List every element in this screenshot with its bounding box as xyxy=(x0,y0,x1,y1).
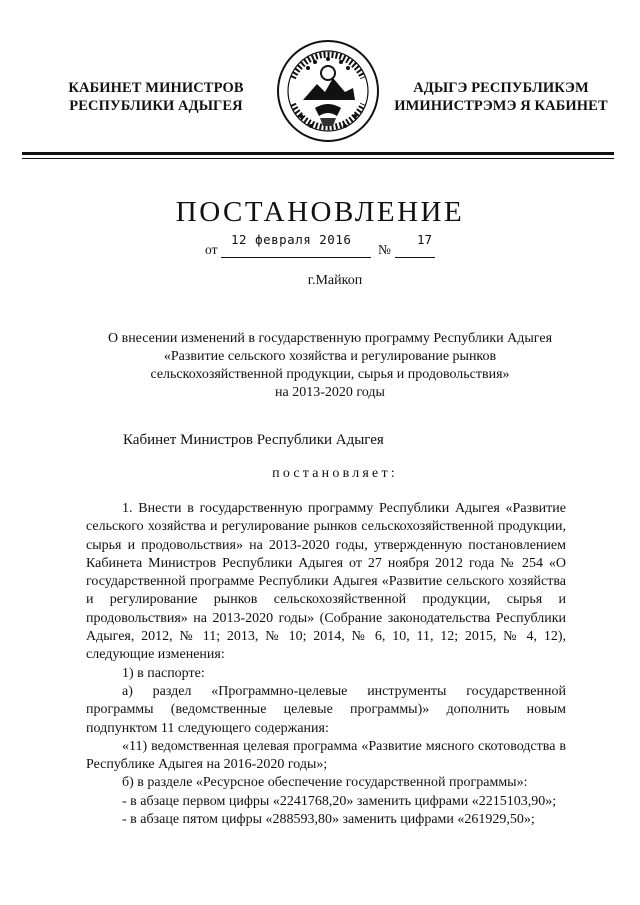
issuer-name-russian-line1: КАБИНЕТ МИНИСТРОВ xyxy=(68,80,244,96)
date-and-number-line xyxy=(205,232,445,262)
document-subject xyxy=(60,330,600,402)
issuer-name-adyghe-line1: АДЫГЭ РЕСПУБЛИКЭМ xyxy=(413,80,589,96)
document-title: ПОСТАНОВЛЕНИЕ xyxy=(175,196,465,228)
subject-line: на 2013-2020 годы xyxy=(275,385,385,400)
issuer-name-russian-line2: РЕСПУБЛИКИ АДЫГЕЯ xyxy=(69,98,243,114)
document-date: 12 февраля 2016 xyxy=(231,232,352,247)
issuer-name-adyghe-line2: ИМИНИСТРЭМЭ Я КАБИНЕТ xyxy=(394,98,608,114)
city-name: г.Майкоп xyxy=(307,273,363,288)
issuing-body: Кабинет Министров Республики Адыгея xyxy=(123,432,384,448)
issuer-name-adyghe xyxy=(385,79,617,115)
subject-line: «Развитие сельского хозяйства и регулирование рынков xyxy=(163,349,497,364)
body-paragraph: б) в разделе «Ресурсное обеспечение государственной программы»: xyxy=(122,775,528,791)
body-paragraph: 1) в паспорте: xyxy=(122,665,205,681)
header-divider-thick xyxy=(22,152,614,155)
header-divider-thin xyxy=(22,158,614,159)
coat-of-arms-emblem-icon xyxy=(275,38,381,144)
number-underline xyxy=(395,257,435,258)
issuer-name-russian xyxy=(60,79,252,115)
date-underline xyxy=(221,257,371,258)
body-paragraph: «11) ведомственная целевая программа «Развитие мясного скотоводства в Республике Адыгея на 2016-2020 годы»; xyxy=(86,738,566,773)
date-from-label: от xyxy=(205,242,218,257)
subject-line: О внесении изменений в государственную программу Республики Адыгея xyxy=(107,331,553,346)
number-label: № xyxy=(378,242,391,257)
body-paragraph: а) раздел «Программно-целевые инструменты государственной программы (ведомственные целевые программы)» дополнить новым подпунктом 11 следующего содержания: xyxy=(86,683,566,736)
body-paragraph: - в абзаце пятом цифры «288593,80» заменить цифрами «261929,50»; xyxy=(122,812,535,828)
document-body xyxy=(86,500,566,829)
body-paragraph: - в абзаце первом цифры «2241768,20» заменить цифрами «2215103,90»; xyxy=(122,793,557,809)
body-paragraph: 1. Внести в государственную программу Республики Адыгея «Развитие сельского хозяйства и регулирование рынков сельскохозяйственной продукции, сырья и продовольствия» на 2013-2020 годы, утвержденную постановлением Кабинета Министров Республики Адыгея от 27 ноября 2012 года № 254 «О государственной программе Республики Адыгея «Развитие сельского хозяйства и регулирование рынков сельскохозяйственной продукции, сырья и продовольствия» на 2013-2020 годы» (Собрание законодательства Республики Адыгея, 2012, № 11; 2013, № 10; 2014, № 6, 10, 11, 12; 2015, № 4, 12), следующие изменения: xyxy=(86,501,566,663)
subject-line: сельскохозяйственной продукции, сырья и продовольствия» xyxy=(150,367,510,382)
decrees-word: постановляет: xyxy=(272,466,398,481)
document-number: 17 xyxy=(417,232,433,247)
